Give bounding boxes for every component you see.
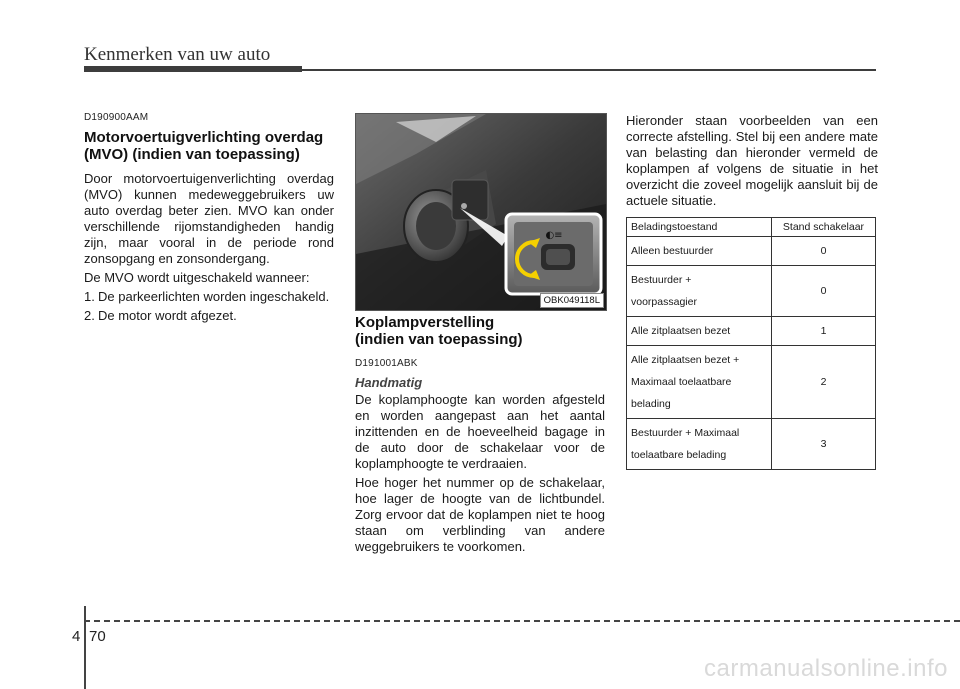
headlamp-symbol-icon: ◐≡ <box>545 230 563 241</box>
list-item <box>84 289 334 305</box>
table-row <box>627 317 876 346</box>
table-cell: 3 <box>772 419 876 470</box>
table-header: Beladingstoestand <box>627 218 772 237</box>
intro-text: Hieronder staan voorbeelden van een correcte afstelling. Stel bij een andere mate van belasting dan hieronder vermeld de koplampen af volgens de situatie in het overzicht die zoveel mogelijk aansluit bij de actuele situatie. <box>626 113 878 208</box>
mvo-para-2: De MVO wordt uitgeschakeld wanneer: <box>84 270 310 285</box>
header-rule-thin <box>302 69 876 71</box>
list-item-number: 1. <box>84 289 95 304</box>
table-cell: Alle zitplaatsen bezet <box>627 317 772 346</box>
mvo-section <box>84 112 334 327</box>
mvo-title: Motorvoertuigverlichting overdag (MVO) (indien van toepassing) <box>84 129 324 163</box>
table-cell: 0 <box>772 237 876 266</box>
photo-label: OBK049118L <box>540 293 604 308</box>
mvo-code: D190900AAM <box>84 112 149 123</box>
table-cell: Bestuurder + Maximaal toelaatbare belading <box>627 419 772 470</box>
loading-table <box>626 217 876 470</box>
list-item-text: De motor wordt afgezet. <box>98 308 237 323</box>
list-item-text: De parkeerlichten worden ingeschakeld. <box>98 289 330 304</box>
page-number: 70 <box>89 628 106 645</box>
table-cell: Bestuurder + voorpassagier <box>627 266 772 317</box>
mvo-para-1: Door motorvoertuigenverlichting overdag (MVO) kunnen medeweggebruikers uw auto overdag beter zien. MVO kan onder verschillende rijomstandigheden handig zijn, maar vooral in de periode rond zonsopgang en zonsondergang. <box>84 171 334 266</box>
table-cell: 0 <box>772 266 876 317</box>
table-cell: 2 <box>772 346 876 419</box>
page-header-title: Kenmerken van uw auto <box>84 44 271 65</box>
koplamp-section <box>355 314 605 558</box>
list-item <box>84 308 334 324</box>
header-rule-thick <box>84 66 302 72</box>
table-header: Stand schakelaar <box>772 218 876 237</box>
footer-vertical-rule <box>84 606 86 689</box>
table-cell: Alleen bestuurder <box>627 237 772 266</box>
intro-section <box>626 113 878 212</box>
koplamp-title-line-1: Koplampverstelling <box>355 314 495 331</box>
table-row <box>627 266 876 317</box>
list-item-number: 2. <box>84 308 95 323</box>
koplamp-title-line-2: (indien van toepassing) <box>355 331 523 348</box>
table-cell: 1 <box>772 317 876 346</box>
koplamp-para-1: De koplamphoogte kan worden afgesteld en worden aangepast aan het aantal inzittenden en de hoeveelheid bagage in de auto door de schakelaar voor de koplamphoogte te verdraaien. <box>355 392 605 471</box>
table-row <box>627 419 876 470</box>
table-cell: Alle zitplaatsen bezet + Maximaal toelaatbare belading <box>627 346 772 419</box>
mvo-list <box>84 289 334 324</box>
koplamp-title <box>355 314 605 348</box>
chapter-number: 4 <box>72 628 81 645</box>
koplamp-para-2: Hoe hoger het nummer op de schakelaar, hoe lager de hoogte van de lichtbundel. Zorg ervoor dat de koplampen niet te hoog staan om verblinding van andere weggebruikers te voorkomen. <box>355 475 605 554</box>
watermark: carmanualsonline.info <box>704 655 948 682</box>
dashboard-illustration <box>356 114 606 310</box>
headlamp-switch-photo <box>355 113 607 311</box>
table-row <box>627 237 876 266</box>
table-header-row <box>627 218 876 237</box>
footer-dashed-rule <box>84 620 960 622</box>
table-row <box>627 346 876 419</box>
koplamp-subtitle: Handmatig <box>355 375 423 390</box>
koplamp-code: D191001ABK <box>355 358 418 369</box>
